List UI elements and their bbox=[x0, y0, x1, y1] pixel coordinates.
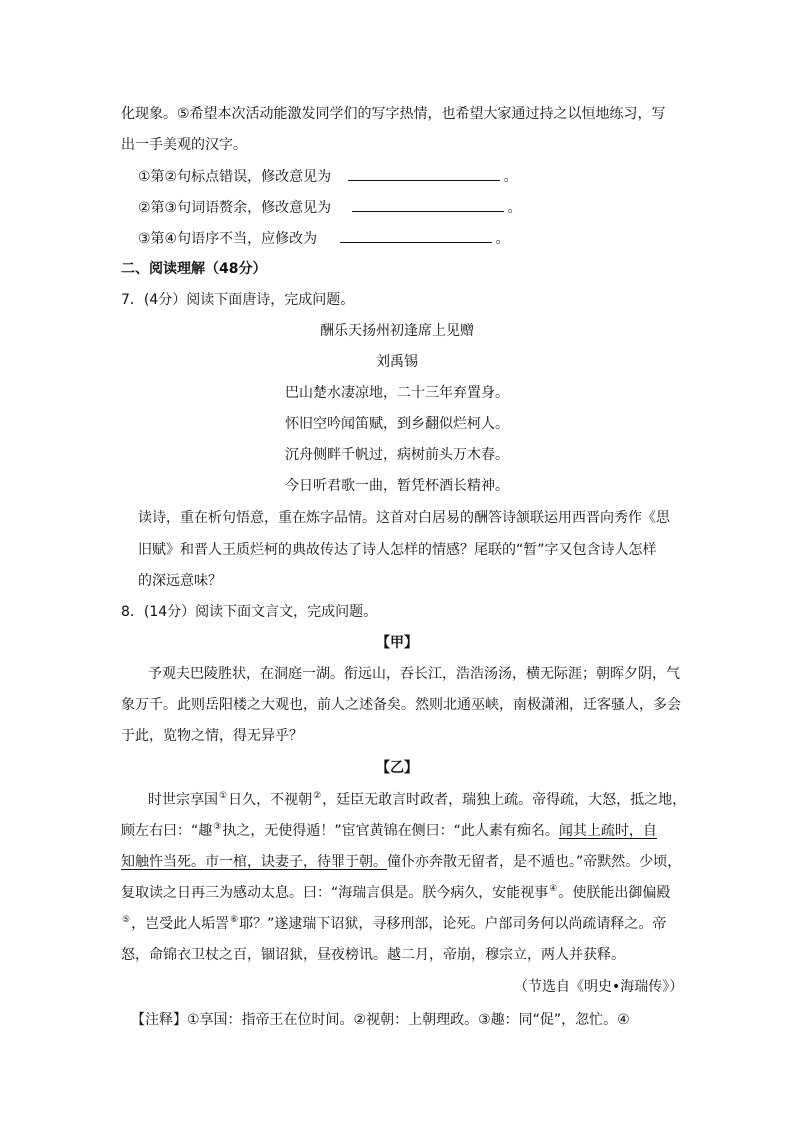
footnote-marker: ⑥ bbox=[230, 915, 239, 925]
source-citation: （节选自《明史•海瑞传》） bbox=[514, 979, 684, 995]
intro-line-1: 化现象。⑤希望本次活动能激发同学们的写字热情，也希望大家通过持之以恒地练习，写 bbox=[121, 106, 666, 122]
footnote-marker: ③ bbox=[213, 822, 222, 832]
passage-jia-line: 于此，览物之情，得无异乎？ bbox=[121, 728, 303, 744]
poem-line: 怀旧空吟闻笛赋，到乡翻似烂柯人。 bbox=[285, 416, 509, 432]
poem-line: 沉舟侧畔千帆过，病树前头万木春。 bbox=[285, 447, 509, 463]
q6-item-1 bbox=[138, 166, 518, 187]
q7-question-line: 的深远意味？ bbox=[138, 573, 222, 589]
intro-line-2: 出一手美观的汉字。 bbox=[121, 137, 247, 153]
footnote-marker: ① bbox=[219, 791, 228, 801]
q7-question-line: 读诗，重在析句悟意，重在炼字品情。这首对白居易的酬答诗颔联运用西晋向秀作《思 bbox=[138, 510, 670, 526]
answer-blank-2[interactable] bbox=[352, 197, 504, 212]
text-run: 顾左右曰：“趣 bbox=[121, 823, 213, 839]
text-run: 耶？”遂逮瑞下诏狱，寻移刑部，论死。户部司务何以尚疏请释之。帝 bbox=[239, 916, 667, 932]
q6-item-3-end: 。 bbox=[495, 231, 510, 247]
underlined-sentence: 知触忤当死。市一棺，诀妻子，待罪于朝。 bbox=[121, 854, 387, 870]
answer-blank-1[interactable] bbox=[348, 166, 500, 181]
q6-item-2-text: ②第③句词语赘余，修改意见为 bbox=[138, 200, 332, 216]
passage-yi-line-5 bbox=[121, 914, 666, 936]
underlined-sentence: 闻其上疏时，自 bbox=[558, 823, 657, 839]
poem-line: 今日听君歌一曲，暂凭杯酒长精神。 bbox=[285, 478, 509, 494]
text-run: ，廷臣无敢言时政者，瑞独上疏。帝得疏，大怒，抵之地， bbox=[322, 792, 687, 808]
text-run: 执之，无使得遁！”宦官黄锦在侧曰：“此人素有痴名。 bbox=[222, 823, 559, 839]
footnote-marker: ⑤ bbox=[122, 915, 131, 925]
passage-jia-label: 【甲】 bbox=[376, 635, 418, 651]
q6-item-1-text: ①第②句标点错误，修改意见为 bbox=[138, 169, 332, 185]
annotation-notes: 【注释】①享国：指帝王在位时间。②视朝：上朝理政。③趣：同“促”，忽忙。④ bbox=[131, 1012, 630, 1028]
q7-question-line: 旧赋》和晋人王质烂柯的典故传达了诗人怎样的情感？尾联的“暂”字又包含诗人怎样 bbox=[138, 542, 657, 558]
q6-item-2 bbox=[138, 197, 522, 218]
answer-blank-3[interactable] bbox=[340, 228, 492, 243]
q6-item-1-end: 。 bbox=[503, 169, 518, 185]
text-run: 僮仆亦奔散无留者，是不遁也。”帝默然。少顷， bbox=[387, 854, 682, 870]
text-run: 日久，不视朝 bbox=[228, 792, 313, 808]
q6-item-3 bbox=[138, 228, 510, 249]
text-run: 时世宗享国 bbox=[148, 792, 218, 808]
q7-stem: 7．(4分）阅读下面唐诗，完成问题。 bbox=[121, 292, 355, 308]
passage-yi-line-3 bbox=[121, 852, 681, 872]
passage-yi-line-1 bbox=[148, 790, 686, 812]
passage-yi-line-6: 怒，命锦衣卫杖之百，锢诏狱，昼夜榜讯。越二月，帝崩，穆宗立，两人并获释。 bbox=[121, 947, 625, 963]
text-run: ，岂受此人垢詈 bbox=[131, 916, 230, 932]
passage-jia-line: 象万千。此则岳阳楼之大观也，前人之述备矣。然则北通巫峡，南极潇湘，迁客骚人，多会 bbox=[121, 697, 681, 713]
passage-jia-line: 予观夫巴陵胜状，在洞庭一湖。衔远山，吞长江，浩浩汤汤，横无际涯；朝晖夕阴，气 bbox=[148, 666, 680, 682]
footnote-marker: ④ bbox=[549, 884, 558, 894]
poem-title: 酬乐天扬州初逢席上见赠 bbox=[320, 323, 474, 339]
text-run: 。使朕能出御偏殿 bbox=[558, 885, 671, 901]
section-heading-reading: 二、阅读理解（48分） bbox=[121, 261, 267, 277]
poem-line: 巴山楚水凄凉地，二十三年弃置身。 bbox=[285, 385, 509, 401]
footnote-marker: ② bbox=[313, 791, 322, 801]
q8-stem: 8．(14分）阅读下面文言文，完成问题。 bbox=[121, 604, 378, 620]
q6-item-2-end: 。 bbox=[507, 200, 522, 216]
passage-yi-label: 【乙】 bbox=[376, 760, 418, 776]
poem-author: 刘禹锡 bbox=[376, 354, 418, 370]
passage-yi-line-2 bbox=[121, 821, 657, 843]
q6-item-3-text: ③第④句语序不当，应修改为 bbox=[138, 231, 318, 247]
text-run: 复取读之日再三为感动太息。曰：“海瑞言俱是。朕今病久，安能视事 bbox=[121, 885, 549, 901]
passage-yi-line-4 bbox=[121, 883, 670, 905]
